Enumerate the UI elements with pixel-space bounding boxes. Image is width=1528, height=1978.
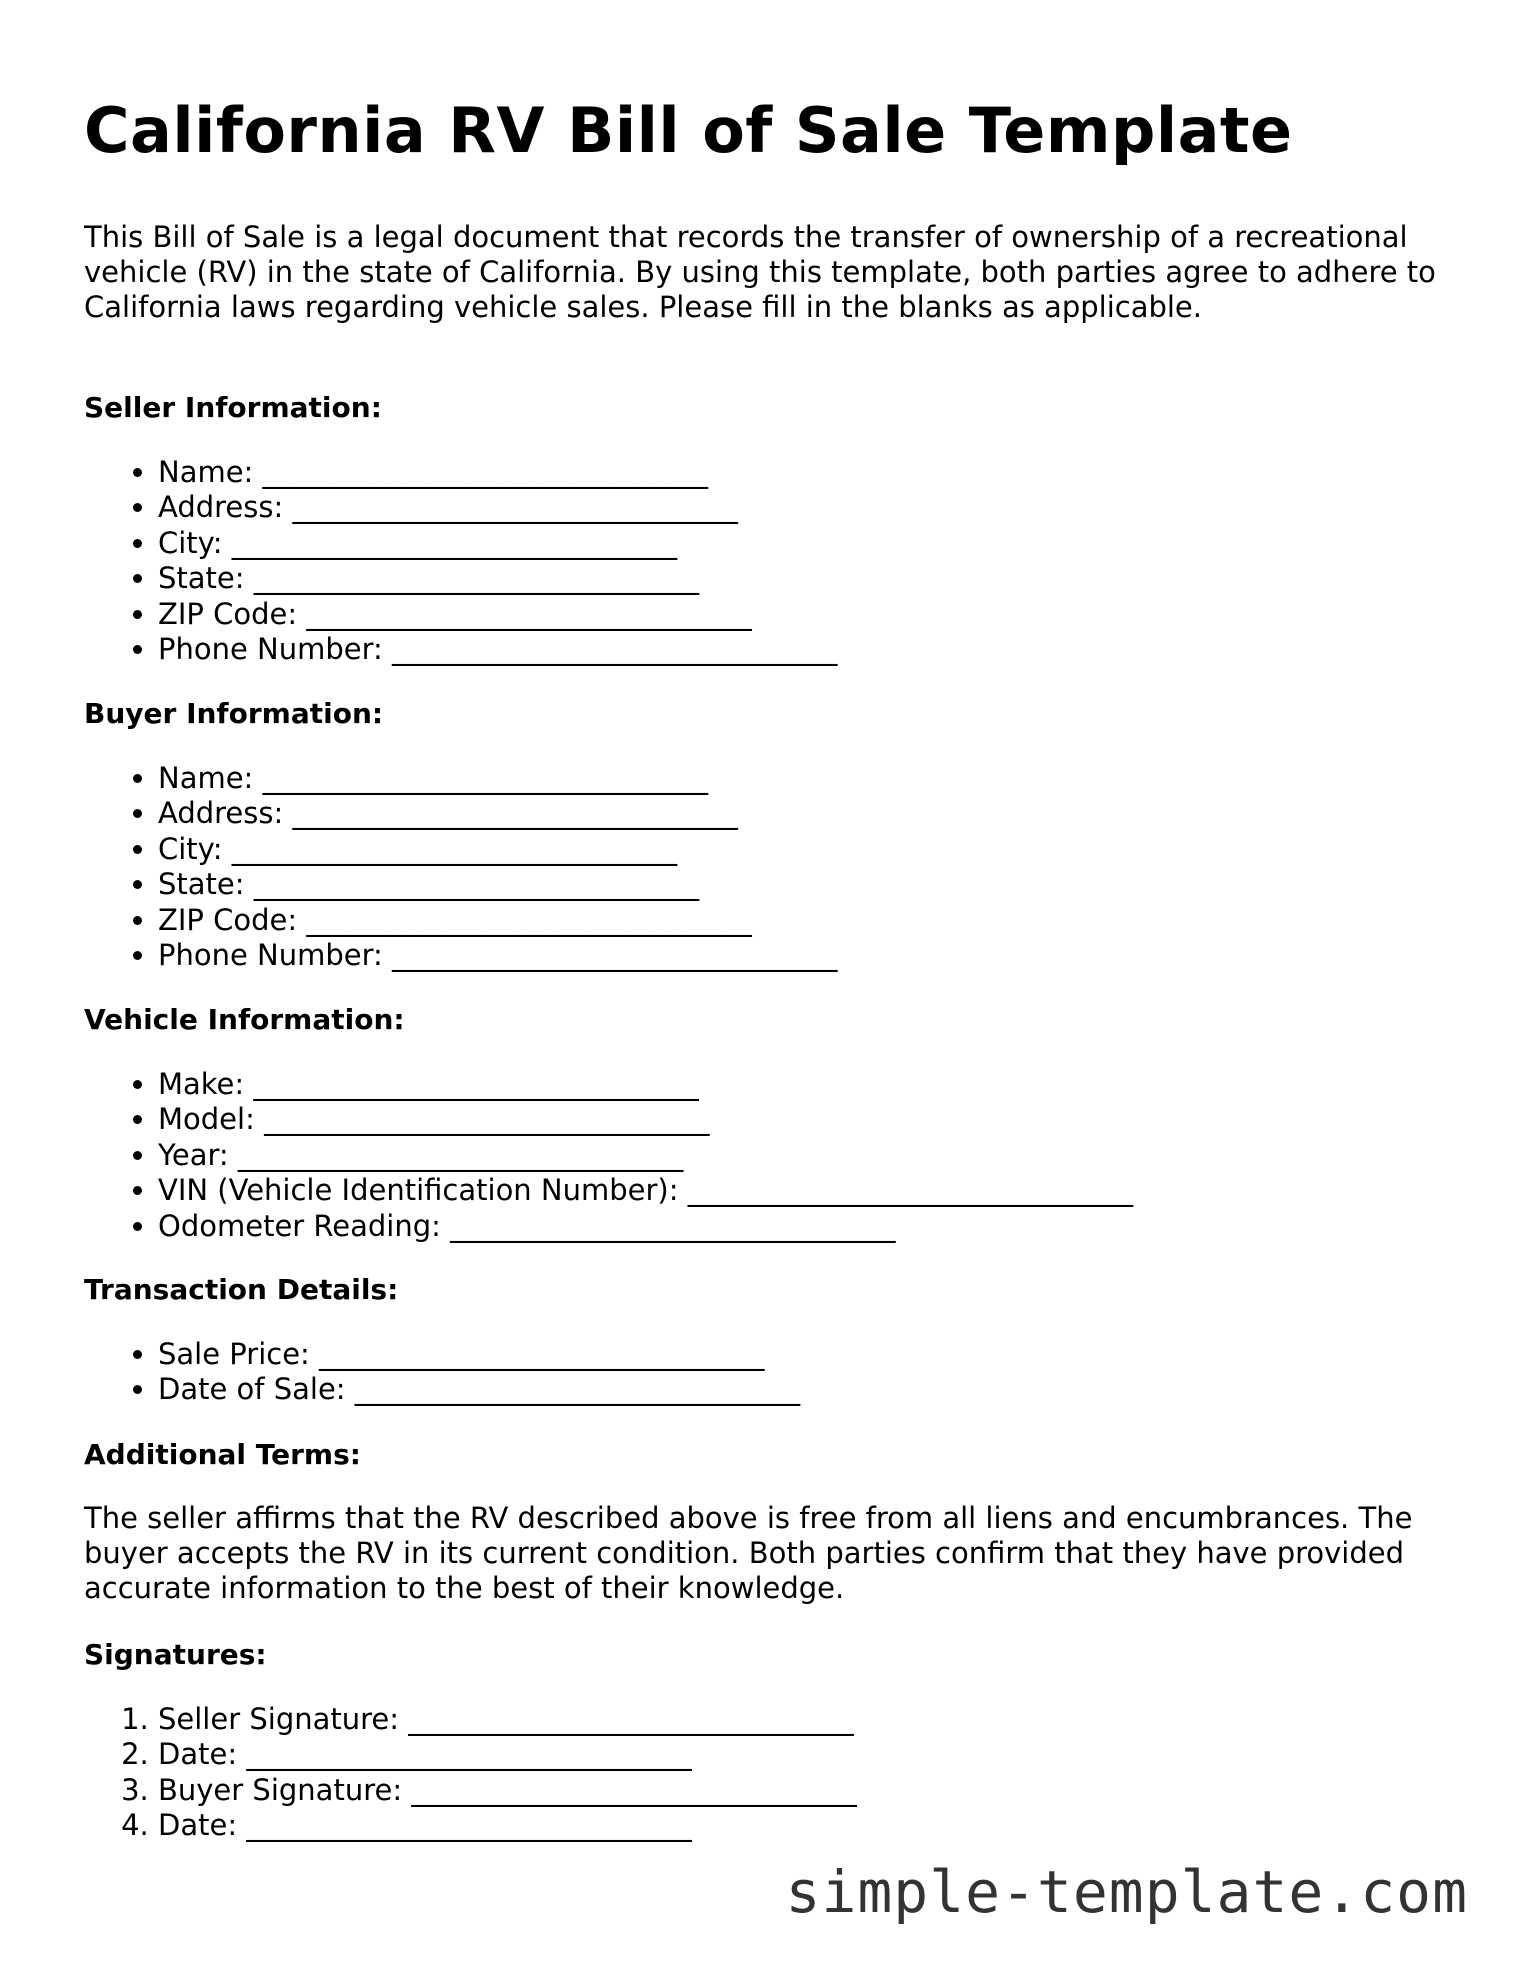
field-label: Name: [158, 761, 254, 795]
seller-heading: Seller Information: [84, 391, 382, 424]
field-label: Phone Number: [158, 938, 383, 973]
blank-line: ________________________________ [392, 938, 837, 973]
buyer-field-list [84, 761, 837, 973]
list-item [158, 1337, 800, 1372]
blank-line: ________________________________ [354, 1372, 800, 1407]
blank-line: ________________________________ [253, 867, 699, 902]
list-item [158, 526, 837, 561]
list-item [158, 1773, 856, 1808]
blank-line: ________________________________ [231, 525, 677, 560]
field-label: City: [158, 831, 223, 866]
watermark-text: simple-template.com [785, 1858, 1468, 1926]
blank-line: ________________________________ [306, 902, 752, 937]
seller-field-list [84, 455, 837, 667]
signatures-heading: Signatures: [84, 1638, 267, 1671]
blank-line: ________________________________ [292, 490, 738, 525]
list-item [158, 1737, 856, 1772]
field-label: Name: [158, 455, 254, 489]
list-item [158, 597, 837, 632]
blank-line: ________________________________ [253, 561, 699, 596]
document-page [84, 94, 1444, 1843]
list-item [158, 832, 837, 867]
page-title: California RV Bill of Sale Template [84, 94, 1293, 167]
list-item [158, 867, 837, 902]
intro-paragraph: This Bill of Sale is a legal document that records the transfer of ownership of a recreational vehicle (RV) in the state of California. By using this template, both parties agree to adhere to California laws regarding vehicle sales. Please fill in the blanks as applicable. [84, 220, 1436, 324]
list-item [158, 561, 837, 596]
field-label: State: [158, 867, 245, 902]
field-label: Address: [158, 796, 284, 831]
blank-line: ________________________________ [292, 796, 738, 831]
blank-line: ________________________________ [231, 831, 677, 866]
terms-heading: Additional Terms: [84, 1438, 361, 1471]
list-item [158, 1372, 800, 1407]
blank-line: ________________________________ [237, 1137, 683, 1172]
blank-line: ________________________________ [411, 1772, 857, 1807]
blank-line: ________________________________ [262, 455, 708, 489]
buyer-heading: Buyer Information: [84, 697, 384, 730]
list-item [158, 1209, 1133, 1244]
field-label: Seller Signature: [158, 1702, 400, 1736]
field-label: Buyer Signature: [158, 1772, 403, 1807]
list-item [158, 1102, 1133, 1137]
list-item [158, 938, 837, 973]
field-label: Year: [158, 1137, 229, 1172]
list-item [158, 761, 837, 796]
field-label: Phone Number: [158, 632, 383, 667]
field-label: Date: [158, 1737, 238, 1772]
blank-line: ________________________________ [264, 1102, 709, 1137]
list-item [158, 1808, 856, 1843]
list-item [158, 455, 837, 490]
field-label: Make: [158, 1067, 245, 1101]
list-item [158, 632, 837, 667]
field-label: State: [158, 561, 245, 596]
field-label: Odometer Reading: [158, 1208, 441, 1243]
blank-line: ________________________________ [687, 1173, 1133, 1208]
blank-line: ________________________________ [246, 1808, 692, 1843]
field-label: VIN (Vehicle Identification Number): [158, 1173, 679, 1208]
field-label: Date of Sale: [158, 1372, 346, 1407]
field-label: ZIP Code: [158, 902, 298, 937]
blank-line: ________________________________ [306, 596, 752, 631]
vehicle-field-list [84, 1067, 1133, 1244]
blank-line: ________________________________ [246, 1737, 692, 1772]
list-item [158, 1173, 1133, 1208]
list-item [158, 1067, 1133, 1102]
field-label: ZIP Code: [158, 596, 298, 631]
vehicle-heading: Vehicle Information: [84, 1003, 405, 1036]
blank-line: ________________________________ [262, 761, 708, 795]
list-item [158, 903, 837, 938]
list-item [158, 1138, 1133, 1173]
field-label: Address: [158, 490, 284, 525]
terms-paragraph: The seller affirms that the RV described above is free from all liens and encumbrances. The buyer accepts the RV in its current condition. Both parties confirm that they have provided accurate information to the best of their knowledge. [84, 1501, 1413, 1605]
list-item [158, 796, 837, 831]
transaction-heading: Transaction Details: [84, 1273, 399, 1306]
field-label: Date: [158, 1808, 238, 1843]
blank-line: ________________________________ [450, 1208, 895, 1243]
list-item [158, 490, 837, 525]
field-label: Model: [158, 1102, 255, 1137]
blank-line: ________________________________ [392, 632, 837, 667]
blank-line: ________________________________ [408, 1702, 854, 1736]
transaction-field-list [84, 1337, 800, 1408]
signatures-field-list [84, 1702, 856, 1844]
field-label: Sale Price: [158, 1337, 310, 1371]
blank-line: ________________________________ [319, 1337, 764, 1371]
list-item [158, 1702, 856, 1737]
field-label: City: [158, 525, 223, 560]
blank-line: ________________________________ [253, 1067, 699, 1101]
